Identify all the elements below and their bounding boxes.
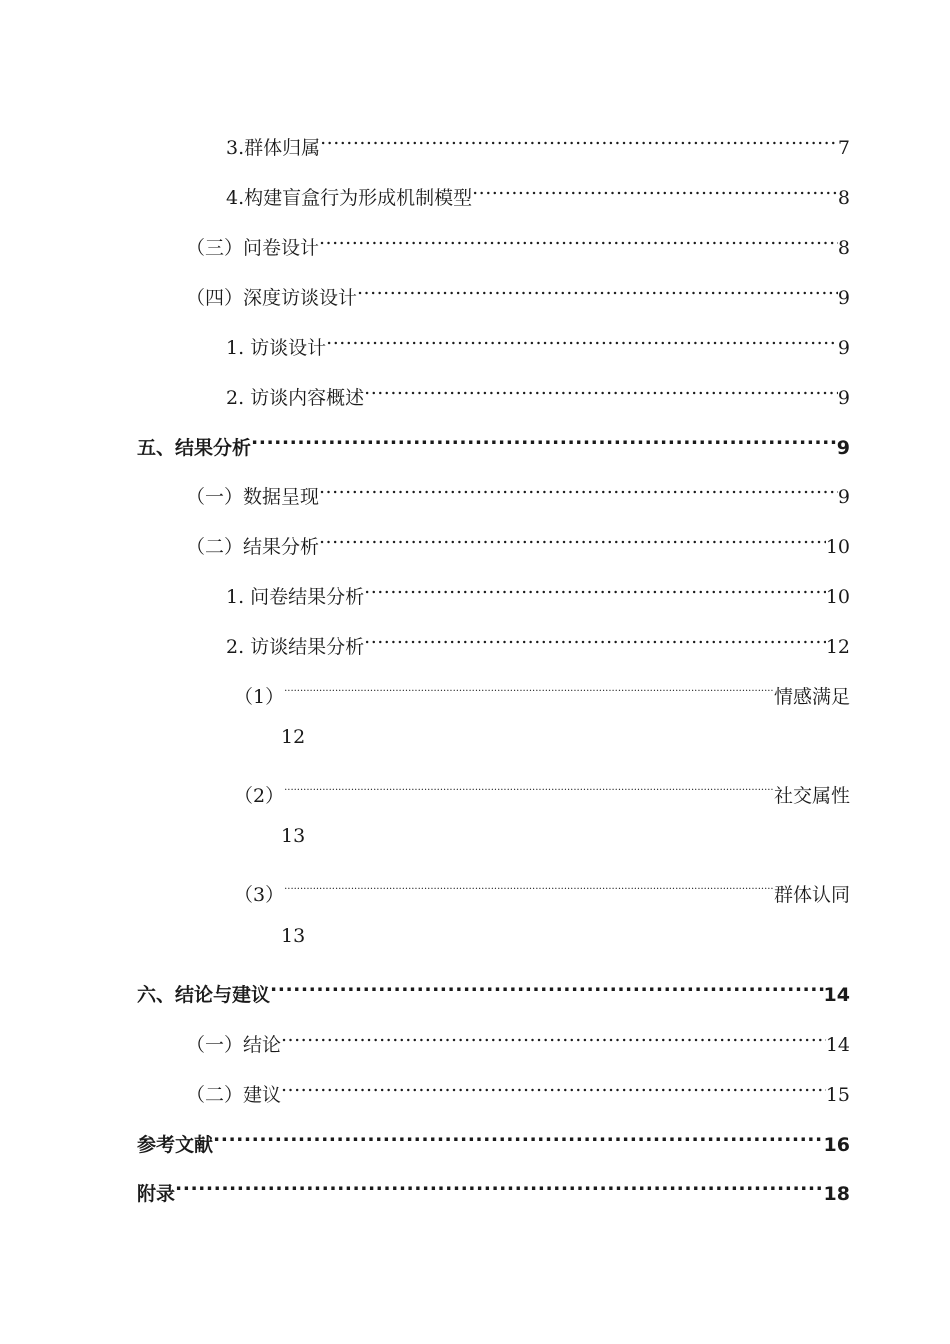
toc-entry-page: 13 [281, 825, 306, 847]
toc-entry-title: 群体认同 [773, 884, 850, 906]
toc-entry-page: 14 [825, 1034, 850, 1056]
toc-entry-page: 12 [825, 636, 850, 658]
toc-entry-chapter[interactable] [137, 424, 850, 459]
toc-entry-wrapped[interactable] [234, 871, 850, 906]
toc-entry[interactable] [226, 623, 850, 658]
toc-entry[interactable] [226, 324, 850, 359]
toc-entry-label: 五、结果分析 [137, 437, 252, 459]
toc-entry[interactable] [186, 1021, 850, 1056]
dot-leader [320, 124, 838, 154]
toc-entry-page: 8 [837, 237, 850, 259]
toc-entry-page: 16 [823, 1134, 850, 1156]
toc-entry-page: 10 [825, 586, 850, 608]
toc-entry-label: （一）结论 [186, 1034, 282, 1056]
dot-leader [284, 673, 774, 703]
toc-entry-wrapped[interactable] [234, 772, 850, 807]
toc-entry-label: （2） [234, 785, 285, 807]
toc-entry-label: 2. 访谈结果分析 [226, 636, 365, 658]
toc-entry-page: 9 [837, 337, 850, 359]
toc-entry-title: 社交属性 [773, 785, 850, 807]
toc-entry-label: 3.群体归属 [226, 137, 321, 159]
toc-entry-label: （1） [234, 686, 285, 708]
toc-entry-label: （二）建议 [186, 1084, 282, 1106]
toc-entry-page: 8 [837, 187, 850, 209]
dot-leader [284, 772, 774, 802]
toc-entry-chapter[interactable] [137, 1170, 850, 1205]
dot-leader [270, 971, 824, 1001]
toc-entry-title: 情感满足 [773, 686, 850, 708]
dot-leader [357, 274, 838, 304]
toc-entry-chapter[interactable] [137, 971, 850, 1006]
toc-entry-label: （四）深度访谈设计 [186, 287, 358, 309]
toc-entry[interactable] [226, 124, 850, 159]
toc-entry-page: 12 [281, 726, 306, 748]
toc-entry-page: 9 [837, 287, 850, 309]
toc-entry-label: 1. 问卷结果分析 [226, 586, 365, 608]
toc-entry-label: （三）问卷设计 [186, 237, 320, 259]
toc-entry[interactable] [226, 174, 850, 209]
dot-leader [364, 623, 826, 653]
toc-entry-label: 1. 访谈设计 [226, 337, 327, 359]
dot-leader [284, 871, 774, 901]
toc-entry-page: 13 [281, 925, 306, 947]
toc-entry-label: 附录 [137, 1183, 176, 1205]
toc-entry-page: 15 [825, 1084, 850, 1106]
dot-leader [213, 1121, 824, 1151]
dot-leader [364, 573, 826, 603]
toc-entry-page: 9 [837, 387, 850, 409]
dot-leader [251, 424, 837, 454]
toc-entry-page: 7 [837, 137, 850, 159]
toc-entry-label: （3） [234, 884, 285, 906]
toc-entry-label: 2. 访谈内容概述 [226, 387, 365, 409]
toc-entry[interactable] [186, 523, 850, 558]
dot-leader [281, 1071, 826, 1101]
toc-entry-label: 六、结论与建议 [137, 984, 271, 1006]
dot-leader [319, 473, 838, 503]
toc-entry-page: 14 [823, 984, 850, 1006]
toc-entry[interactable] [186, 274, 850, 309]
dot-leader [326, 324, 838, 354]
toc-entry-page: 9 [836, 437, 850, 459]
dot-leader [319, 523, 826, 553]
toc-entry[interactable] [186, 473, 850, 508]
dot-leader [364, 374, 838, 404]
toc-entry-wrapped[interactable] [234, 673, 850, 708]
dot-leader [281, 1021, 826, 1051]
toc-entry-label: （一）数据呈现 [186, 486, 320, 508]
toc-entry[interactable] [186, 224, 850, 259]
dot-leader [319, 224, 838, 254]
toc-entry[interactable] [226, 573, 850, 608]
toc-entry[interactable] [226, 374, 850, 409]
toc-entry-page: 18 [823, 1183, 850, 1205]
toc-entry-label: 参考文献 [137, 1134, 214, 1156]
toc-entry-chapter[interactable] [137, 1121, 850, 1156]
dot-leader [472, 174, 838, 204]
toc-entry-page: 10 [825, 536, 850, 558]
toc-entry[interactable] [186, 1071, 850, 1106]
toc-entry-label: 4.构建盲盒行为形成机制模型 [226, 187, 473, 209]
toc-entry-page: 9 [837, 486, 850, 508]
toc-entry-label: （二）结果分析 [186, 536, 320, 558]
dot-leader [175, 1170, 824, 1200]
